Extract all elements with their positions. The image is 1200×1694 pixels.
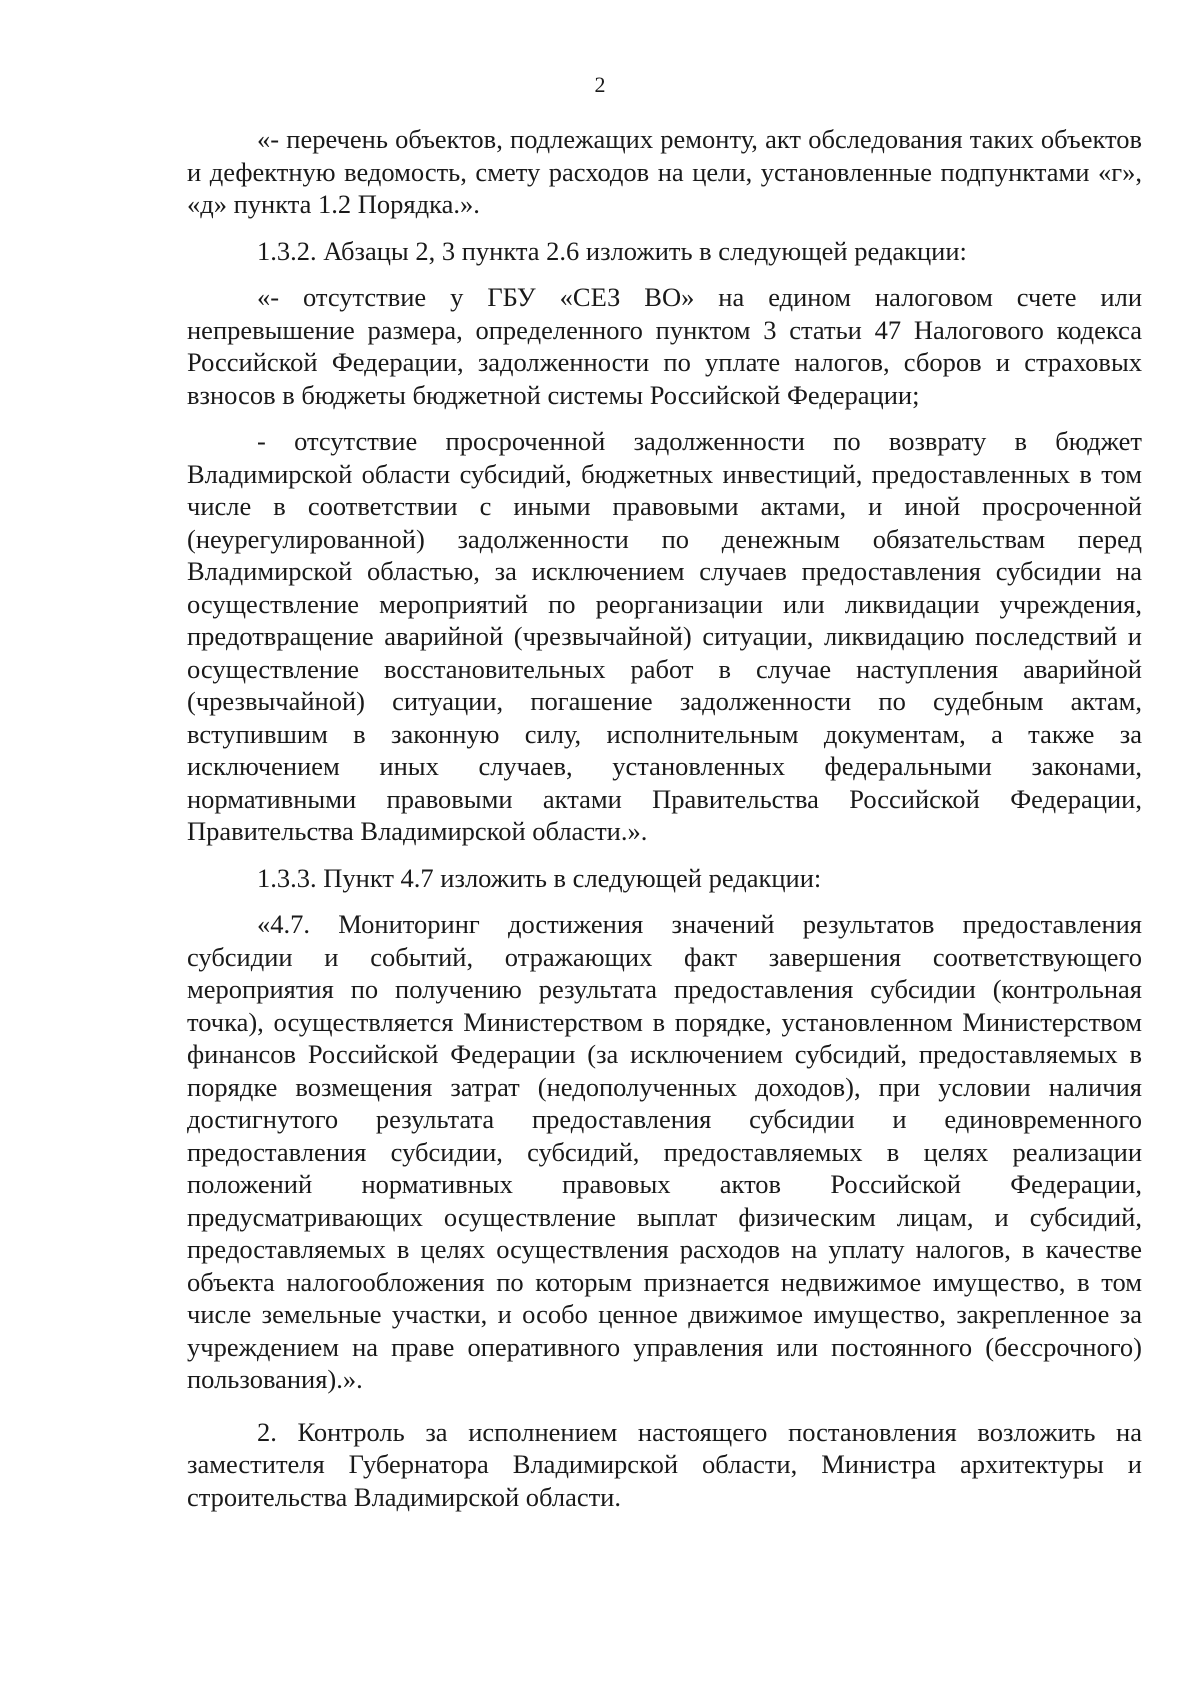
paragraph-clause-1-3-2: 1.3.2. Абзацы 2, 3 пункта 2.6 изложить в следующей редакции: — [257, 235, 967, 266]
paragraph-no-tax-debt: «- отсутствие у ГБУ «СЕЗ ВО» на едином налоговом счете или непревышение размера, определенного пунктом 3 статьи 47 Налогового кодекса Российской Федерации, задолженности по уплате налогов, сборов и страховых взносов в бюджеты бюджетной системы Российской Федерации; — [187, 282, 1142, 410]
document-body — [187, 123, 1142, 1513]
page-number: 2 — [594, 72, 606, 97]
paragraph-clause-1-3-3: 1.3.3. Пункт 4.7 изложить в следующей редакции: — [257, 862, 822, 893]
paragraph-no-overdue-debt: - отсутствие просроченной задолженности по возврату в бюджет Владимирской области субсидий, бюджетных инвестиций, предоставленных в том числе в соответствии с иными правовыми актами, и иной просроченной (неурегулированной) задолженности по денежным обязательствам перед Владимирской областью, за исключением случаев предоставления субсидии на осуществление мероприятий по реорганизации или ликвидации учреждения, предотвращение аварийной (чрезвычайной) ситуации, ликвидацию последствий и осуществление восстановительных работ в случае наступления аварийной (чрезвычайной) ситуации, погашение задолженности по судебным актам, вступившим в законную силу, исполнительным документам, а также за исключением иных случаев, установленных федеральными законами, нормативными правовыми актами Правительства Российской Федерации, Правительства Владимирской области.». — [187, 426, 1142, 846]
paragraph-item-list-continuation: «- перечень объектов, подлежащих ремонту, акт обследования таких объектов и дефектную ведомость, смету расходов на цели, установленные подпунктами «г», «д» пункта 1.2 Порядка.». — [187, 124, 1142, 219]
paragraph-monitoring-4-7: «4.7. Мониторинг достижения значений результатов предоставления субсидии и событий, отражающих факт завершения соответствующего мероприятия по получению результата предоставления субсидии (контрольная точка), осуществляется Министерством в порядке, установленном Министерством финансов Российской Федерации (за исключением субсидий, предоставляемых в порядке возмещения затрат (недополученных доходов), при условии наличия достигнутого результата предоставления субсидии и единовременного предоставления субсидии, субсидий, предоставляемых в целях реализации положений нормативных правовых актов Российской Федерации, предусматривающих осуществление выплат физическим лицам, и субсидий, предоставляемых в целях осуществления расходов на уплату налогов, в качестве объекта налогообложения по которым признается недвижимое имущество, в том числе земельные участки, и особо ценное движимое имущество, закрепленное за учреждением на праве оперативного управления или постоянного (бессрочного) пользования).». — [187, 909, 1142, 1394]
paragraph-control-2: 2. Контроль за исполнением настоящего постановления возложить на заместителя Губернатора Владимирской области, Министра архитектуры и строительства Владимирской области. — [187, 1416, 1142, 1512]
